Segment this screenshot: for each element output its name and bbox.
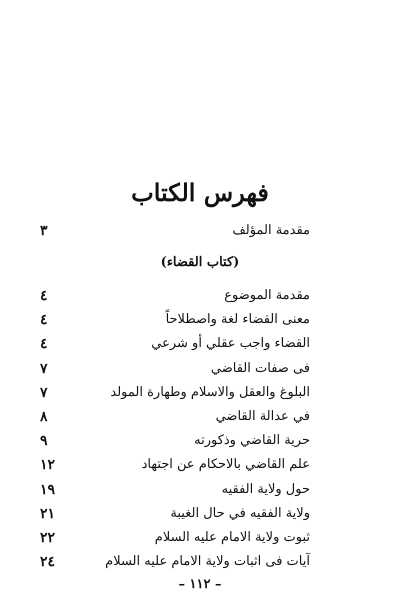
entry-title: حول ولاية الفقيه (221, 481, 310, 497)
intro-entry (40, 221, 310, 241)
toc-entry (40, 334, 310, 358)
entry-page-number: ٤ (40, 336, 48, 353)
entry-title: في عدالة القاضي (215, 408, 310, 424)
page-title: فهرس الكتاب (131, 178, 269, 207)
entry-title: علم القاضي بالاحكام عن اجتهاد (141, 457, 310, 473)
entry-title: مقدمة الموضوع (224, 288, 310, 303)
entry-page-number: ٢١ (40, 505, 56, 522)
entry-title: البلوغ والعقل والاسلام وطهارة المولد (110, 384, 310, 400)
entry-page-number: ٤ (40, 288, 48, 304)
entry-page-number: ٢٤ (40, 554, 56, 571)
toc-entry (40, 407, 310, 431)
entry-title: معنى القضاء لغة واصطلاحاً (165, 312, 310, 328)
entry-title: آيات فى اثبات ولاية الامام عليه السلام (105, 554, 310, 570)
entry-page-number: ٧ (40, 384, 48, 401)
toc-entry (40, 455, 310, 479)
entry-page-number: ٤ (40, 312, 48, 329)
toc-entry (40, 286, 310, 310)
entry-page-number: ٧ (40, 360, 48, 377)
entry-title: ثبوت ولاية الامام عليه السلام (154, 529, 310, 545)
entry-page-number: ٨ (40, 408, 48, 425)
table-of-contents (40, 286, 310, 576)
toc-entry (40, 359, 310, 383)
entry-title: حرية القاضي وذكورته (194, 433, 310, 449)
toc-entry (40, 552, 310, 576)
toc-entry (40, 480, 310, 504)
entry-title: ولاية الفقيه في حال الغيبة (170, 505, 310, 521)
entry-title: مقدمة المؤلف (232, 223, 310, 238)
toc-entry (40, 383, 310, 407)
entry-page-number: ١٢ (40, 457, 56, 474)
toc-entry (40, 310, 310, 334)
entry-page-number: ٩ (40, 433, 48, 450)
toc-entry (40, 431, 310, 455)
entry-title: القضاء واجب عقلي أو شرعي (151, 336, 310, 352)
entry-page-number: ١٩ (40, 481, 56, 498)
entry-title: فى صفات القاضي (210, 360, 310, 376)
entry-page-number: ٣ (40, 223, 48, 239)
toc-entry (40, 504, 310, 528)
toc-entry (40, 528, 310, 552)
page-footer-number: – ١١٢ – (178, 577, 222, 592)
entry-page-number: ٢٢ (40, 529, 56, 546)
section-heading: (كتاب القضاء) (160, 255, 240, 270)
